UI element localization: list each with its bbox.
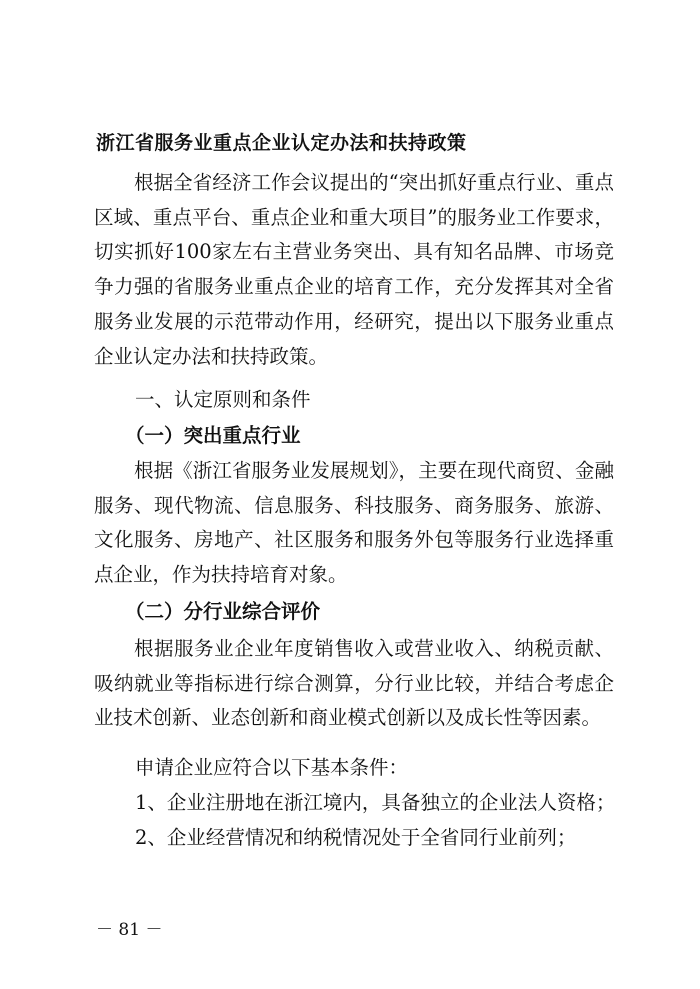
condition-item: 1、企业注册地在浙江境内，具备独立的企业法人资格；: [135, 791, 616, 814]
page-number: － 81 －: [96, 920, 163, 940]
subsection-2-heading: （二）分行业综合评价: [125, 600, 321, 623]
intro-paragraph: 根据全省经济工作会议提出的“突出抓好重点行业、重点区域、重点平台、重点企业和重大项目”的服务业工作要求，切实抓好100家左右主营业务突出、具有知名品牌、市场竞争力强的省服务业重点企业的培育工作，充分发挥其对全省服务业发展的示范带动作用，经研究，提出以下服务业重点企业认定办法和扶持政策。: [94, 171, 614, 368]
document-title: 浙江省服务业重点企业认定办法和扶持政策: [96, 132, 467, 154]
subsection-1-paragraph: 根据《浙江省服务业发展规划》，主要在现代商贸、金融服务、现代物流、信息服务、科技服务、商务服务、旅游、文化服务、房地产、社区服务和服务外包等服务行业选择重点企业，作为扶持培育对象。: [94, 459, 614, 587]
subsection-2-paragraph: 根据服务业企业年度销售收入或营业收入、纳税贡献、吸纳就业等指标进行综合测算，分行业比较，并结合考虑企业技术创新、业态创新和商业模式创新以及成长性等因素。: [94, 637, 614, 730]
section-1-heading: 一、认定原则和条件: [135, 388, 311, 411]
condition-item: 2、企业经营情况和纳税情况处于全省同行业前列；: [135, 826, 577, 849]
conditions-intro: 申请企业应符合以下基本条件：: [135, 756, 409, 779]
subsection-1-heading: （一）突出重点行业: [125, 424, 301, 447]
